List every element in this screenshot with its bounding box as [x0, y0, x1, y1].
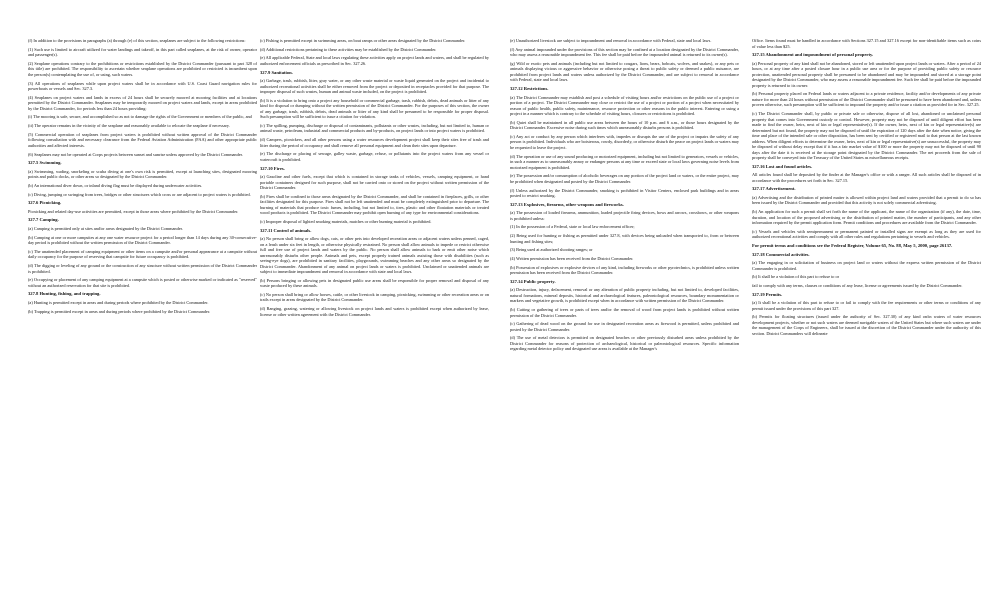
paragraph: (b) Quiet shall be maintained in all public use areas between the hours of 10 p.m. and 6 a.m., or those hours designated by the District Commander. Excessive noise during such times which unreasonably disturbs persons is prohibited. [510, 119, 739, 131]
section-heading: 327.13 Explosives, firearms, other weapons and fireworks. [510, 201, 624, 207]
paragraph: (5) Commercial operation of seaplanes from project waters is prohibited without written approval of the District Commander following consultation with and necessary clearance from the Federal Aviation Administration (FAA) and other appropriate public authorities and affected interests. [28, 131, 257, 148]
paragraph: (6) Seaplanes may not be operated at Corps projects between sunset and sunrise unless approved by the District Commander. [28, 151, 243, 157]
paragraph: (a) Garbage, trash, rubbish, litter, gray water, or any other waste material or waste liquid generated on the project and incidental to authorized recreational activities shall be either removed from the project or deposited in receptacles provided for that purpose. The improper disposal of such wastes, human and animal waste included, on the project is prohibited. [260, 78, 489, 95]
paragraph: (b) Trapping is permitted except in areas and during periods where prohibited by the District Commander. [28, 308, 211, 314]
paragraph: (a) The District Commander may establish and post a schedule of visiting hours and/or restrictions on the public use of a project or portion of a project. The District Commander may close or restrict the use of a project or portion of a project when necessitated by reason of public health, public safety, maintenance, resource protection or other reasons in the public interest. Entering or using a project in a manner which is contrary to the schedule of visiting hours, closures or restrictions is prohibited. [510, 94, 739, 117]
paragraph: (f) In addition to the provisions in paragraphs (a) through (e) of this section, seaplanes are subject to the following restrictions: [28, 38, 246, 43]
paragraph: (c) Vessels and vehicles with semipermanent or permanent painted or installed signs are exempt as long as they are used for authorized recreational activities and comply with all other rules and regulations pertaining to vessels and vehicles. [752, 228, 981, 240]
paragraph: (d) Campers, picnickers, and all other persons using a water resources development project shall keep their sites free of trash and litter during the period of occupancy and shall remove all personal equipment and clean their sites upon departure. [260, 137, 489, 148]
section-heading: For permit terms and conditions see the Federal Register, Volume 65, No. 88, May 5, 2000, page 26137. [752, 243, 953, 248]
paragraph: (2) Seaplane operations contrary to the prohibitions or restrictions established by the District Commander (pursuant to part 328 of this title) are prohibited. The responsibility to ascertain whether seaplane operations are prohibited or restricted is incumbent upon the person(s) contemplating the use of, or using, such waters. [28, 60, 257, 77]
column-2 [260, 38, 489, 612]
paragraph: (f) Any animal impounded under the provisions of this section may be confined at a location designated by the District Commander, who may assess a reasonable impoundment fee. This fee shall be paid before the impounded animal is returned to its owner(s). [510, 46, 739, 58]
section-heading: 327.15 Abandonment and impoundment of personal property. [752, 52, 874, 58]
section-heading: 327.10 Fires. [260, 165, 285, 171]
paragraph: (2) Being used for hunting or fishing as permitted under 327.8, with devices being unloaded when transported to, from or between hunting and fishing sites; [510, 233, 739, 244]
column-1 [28, 38, 257, 612]
paragraph: (i) The mooring is safe, secure, and accomplished so as not to damage the rights of the Government or members of the public, and [28, 114, 252, 120]
column-3 [510, 38, 739, 612]
paragraph: (b) Personal property placed on Federal lands or waters adjacent to a private residence, facility and/or developments of any private nature for more than 24 hours without permission of the District Commander shall be presumed to have been abandoned and, unless proven otherwise, such presumption will be sufficient to impound the property and/or issue a citation as provided for in Sec. 327.25. [752, 91, 981, 108]
paragraph: (b) Persons bringing or allowing pets in designated public use areas shall be responsible for proper removal and disposal of any waste produced by these animals. [260, 277, 489, 289]
paragraph: (a) It shall be a violation of this part to refuse to or fail to comply with the fee requirements or other terms or conditions of any permit issued under the provisions of this part 327. [752, 300, 981, 311]
paragraph: (c) No person shall bring or allow horses, cattle, or other livestock in camping, picnicking, swimming or other recreation areas or on trails except in areas designated by the District Commander. [260, 291, 489, 303]
paragraph: (e) The possession and/or consumption of alcoholic beverages on any portion of the project land or waters, or the entire project, may be prohibited when designated and posted by the District Commander. [510, 173, 739, 184]
paragraph: (c) Diving, jumping or swinging from trees, bridges or other structures which cross or are adjacent to project waters is prohibited. [28, 191, 251, 197]
paragraph: (e) The discharge or placing of sewage, galley waste, garbage, refuse, or pollutants into the project waters from any vessel or watercraft is prohibited. [260, 151, 489, 162]
paragraph: (b) An international diver down, or inland diving flag must be displayed during underwater activities. [28, 182, 203, 188]
section-heading: 327.5 Swimming. [28, 160, 62, 166]
paragraph: (a) Personal property of any kind shall not be abandoned, stored or left unattended upon project lands or waters. After a period of 24 hours, or at any time after a posted closure hour in a public use area or for the purpose of providing public safety or resource protection, unattended personal property shall be presumed to be abandoned and may be impounded and stored at a storage point designated by the District Commander, who may assess a reasonable impoundment fee. Such fee shall be paid before the impounded property is returned to its owner. [752, 60, 981, 88]
paragraph: Picnicking and related day-use activities are permitted, except in those areas where prohibited by the District Commander. [28, 208, 239, 214]
paragraph: (a) Advertising and the distribution of printed matter is allowed within project land and waters provided that a permit to do so has been issued by the District Commander and provided that this activity is not solely commercial advertising. [752, 194, 981, 206]
paragraph: (d) Additional restrictions pertaining to these activities may be established by the District Commander. [260, 46, 437, 52]
paragraph: (c) Gathering of dead wood on the ground for use in designated recreation areas as firewood is permitted, unless prohibited and posted by the District Commander. [510, 321, 739, 332]
paragraph: (c) Any act or conduct by any person which interferes with, impedes or disrupts the use of the project or impairs the safety of any person is prohibited. Individuals who are boisterous, rowdy, disorderly, or otherwise disturb the peace on project lands or waters may be requested to leave the project. [510, 133, 739, 150]
paragraph: (c) The spilling, pumping, discharge or disposal of contaminants, pollutants or other wastes, including, but not limited to, human or animal waste, petroleum, industrial and commercial products and by-products, on project lands or into project waters is prohibited. [260, 122, 489, 134]
paragraph: (e) All applicable Federal, State and local laws regulating these activities apply on project lands and waters, and shall be regulated by authorized enforcement officials as prescribed in Sec. 327.26. [260, 55, 489, 66]
paragraph: (c) The unattended placement of camping equipment or other items on a campsite and/or personal appearance at a campsite without daily occupancy for the purpose of reserving that campsite for future occupancy is prohibited. [28, 248, 257, 260]
paragraph: (e) Occupying or placement of any camping equipment at a campsite which is posted or otherwise marked or indicated as "reserved" without an authorized reservation for that site is prohibited. [28, 277, 257, 288]
paragraph: All articles found shall be deposited by the finder at the Manager's office or with a ranger. All such articles shall be disposed of in accordance with the procedures set forth in Sec. 327.15. [752, 172, 981, 183]
paragraph: (a) Destruction, injury, defacement, removal or any alteration of public property including, but not limited to, developed facilities, natural formations, mineral deposits, historical and archaeological features, paleontological resources, boundary monumentation or markers and vegetative growth, is prohibited except when in accordance with written permission of the District Commander. [510, 287, 739, 304]
section-heading: 327.12 Restrictions. [510, 86, 549, 92]
paragraph: (b) Fires shall be confined to those areas designated by the District Commander, and shall be contained in fireplaces, grills, or other facilities designated for this purpose. Fires shall not be left unattended and must be completely extinguished prior to departure. The burning of materials that produce toxic fumes, including, but not limited to, tires, plastic and other floatation materials or treated wood products is prohibited. The District Commander may prohibit open burning of any type for environmental considerations. [260, 193, 489, 216]
paragraph: (b) It is a violation to bring onto a project any household or commercial garbage, trash, rubbish, debris, dead animals or litter of any kind for disposal or dumping without the written permission of the District Commander. For the purposes of this section, the owner of any garbage, trash, rubbish, debris, dead animals or litter of any kind shall be presumed to be responsible for proper disposal. Such presumption will be sufficient to issue a citation for violation. [260, 97, 489, 120]
section-heading: 327.11 Control of animals. [260, 227, 312, 233]
section-heading: 327.14 Public property. [510, 278, 556, 284]
paragraph: (g) Wild or exotic pets and animals (including but not limited to cougars, lions, bears, bobcats, wolves, and snakes), or any pets or animals displaying vicious or aggressive behavior or otherwise posing a threat to public safety or deemed a public nuisance, are prohibited from project lands and waters unless authorized by the District Commander, and are subject to removal in accordance with Federal, state and local laws. [510, 60, 739, 83]
section-heading: 327.7 Camping. [28, 217, 59, 223]
paragraph: (d) The use of metal detectors is permitted on designated beaches or other previously disturbed areas unless prohibited by the District Commander for reasons of protection of archaeological, historical or paleontological resources. Specific information regarding metal detector policy and designated use areas is available at the Manager's [510, 335, 739, 352]
paragraph: (d) The digging or leveling of any ground or the construction of any structure without written permission of the District Commander is prohibited. [28, 263, 257, 274]
section-heading: 327.16 Lost and found articles. [752, 163, 813, 169]
paragraph: (b) It shall be a violation of this part to refuse to or [752, 274, 840, 280]
section-heading: 327.18 Commercial activities. [752, 251, 810, 257]
paragraph: (d) The operation or use of any sound producing or motorized equipment, including but not limited to generators, vessels or vehicles, in such a manner as to unreasonably annoy or endanger persons at any time or exceed state or local laws governing noise levels from motorized equipment is prohibited. [510, 153, 739, 170]
section-heading: 327.8 Hunting, fishing, and trapping. [28, 291, 101, 297]
paragraph: (b) An application for such a permit shall set forth the name of the applicant, the name of the organization (if any), the date, time, duration, and location of the proposed advertising or the distribution of printed matter, the number of participants, and any other information required by the permit application form. Permit conditions and procedures are available from the District Commander. [752, 209, 981, 226]
paragraph: (3) All operations of seaplanes while upon project waters shall be in accordance with U.S. Coast Guard navigation rules for powerboats or vessels and Sec. 327.3. [28, 80, 257, 92]
paragraph: (c) The District Commander shall, by public or private sale or otherwise, dispose of all lost, abandoned or unclaimed personal property that comes into Government custody or control. However, property may not be disposed of until diligent effort has been made to find the owner, heirs, next of kin or legal representative(s). If the owner, heirs, next of kin or legal representative(s) are determined but not found, the property may not be disposed of until the expiration of 120 days after the date when notice, giving the time and place of the intended sale or other disposition, has been sent by certified or registered mail to that person at the last known address. When diligent efforts to determine the owner, heirs, next of kin or legal representative(s) are unsuccessful, the property may be disposed of without delay except that if it has a fair market value of $100 or more the property may not be disposed of until 90 days after the date it is received at the storage point designated by the District Commander. The net proceeds from the sale of property shall be conveyed into the Treasury of the United States as miscellaneous receipts. [752, 111, 981, 161]
column-4 [752, 38, 981, 612]
paragraph: fail to comply with any terms, clauses or conditions of any lease, license or agreements issued by the District Commander. [752, 282, 963, 288]
paragraph: (4) Seaplanes on project waters and lands in excess of 24 hours shall be securely moored at mooring facilities and at locations permitted by the District Commander. Seaplanes may be temporarily moored on project waters and lands, except in areas prohibited by the District Commander, for periods less than 24 hours providing: [28, 94, 257, 111]
paragraph: (b) Permits for floating structures (issued under the authority of Sec. 327.30) of any kind on/in waters of water resources development projects, whether or not such waters are deemed navigable waters of the United States but where such waters are under the management of the Corps of Engineers, shall be issued at the discretion of the District Commander under the authority of this section. District Commanders will delineate [752, 314, 981, 336]
paragraph: (4) Written permission has been received from the District Commander. [510, 255, 634, 261]
paragraph: (ii) The operator remains in the vicinity of the seaplane and reasonably available to relocate the seaplane if necessary. [28, 123, 230, 129]
paragraph: (a) No person shall bring or allow dogs, cats, or other pets into developed recreation areas or adjacent waters unless penned, caged, on a leash under six feet in length, or otherwise physically restrained. No person shall allow animals to impede or restrict otherwise full and free use of project lands and waters by the public. No person shall allow animals to bark or emit other noise which unreasonably disturbs other people. Animals and pets, except properly trained animals assisting those with disabilities (such as seeing-eye dogs), are prohibited in sanitary facilities, playgrounds, swimming beaches and any other areas so designated by the District Commander. Abandonment of any animal on project lands or waters is prohibited. Unclaimed or unattended animals are subject to immediate impoundment and removal in accordance with state and local laws. [260, 236, 489, 275]
paragraph: (3) Being used at authorized shooting ranges; or [510, 247, 593, 253]
section-heading: 327.6 Picnicking. [28, 200, 62, 206]
paragraph: (c) Fishing is permitted except in swimming areas, on boat ramps or other areas designated by the District Commander. [260, 38, 466, 43]
paragraph: (1) Such use is limited to aircraft utilized for water landings and takeoff, in this part called seaplanes, at the risk of owner, operator and passenger(s). [28, 46, 257, 58]
section-heading: 327.9 Sanitation. [260, 69, 293, 75]
paragraph: (d) Ranging, grazing, watering or allowing livestock on project lands and waters is prohibited except when authorized by lease, license or other written agreement with the District Commander. [260, 306, 489, 317]
paragraph: (b) Camping at one or more campsites at any one water resource project for a period longer than 14 days during any 30-consecutive-day period is prohibited without the written permission of the District Commander. [28, 234, 257, 246]
paragraph: (a) Camping is permitted only at sites and/or areas designated by the District Commander. [28, 225, 183, 231]
paragraph: (a) Hunting is permitted except in areas and during periods where prohibited by the District Commander. [28, 299, 209, 305]
paragraph: (a) The engaging in or solicitation of business on project land or waters without the express written permission of the District Commander is prohibited. [752, 260, 981, 271]
paragraph: Office. Items found must be handled in accordance with Sections 327.15 and 327.16 except for non-identifiable items such as coins of value less than $25. [752, 38, 981, 49]
paragraph: (e) Unauthorized livestock are subject to impoundment and removal in accordance with Federal, state and local laws. [510, 38, 712, 43]
paragraph: (a) Gasoline and other fuels, except that which is contained in storage tanks of vehicles, vessels, camping equipment, or hand portable containers designed for such purpose, shall not be carried onto or stored on the project without written permission of the District Commander. [260, 174, 489, 190]
paragraph: (f) Unless authorized by the District Commander, smoking is prohibited in Visitor Centers, enclosed park buildings and in areas posted to restrict smoking. [510, 187, 739, 198]
paragraph: (a) Swimming, wading, snorkeling or scuba diving at one's own risk is permitted, except at launching sites, designated mooring points and public docks, or other areas so designated by the District Commander. [28, 168, 257, 180]
paragraph: (b) Cutting or gathering of trees or parts of trees and/or the removal of wood from project lands is prohibited without written permission of the District Commander. [510, 307, 739, 318]
paragraph: (1) In the possession of a Federal, state or local law enforcement officer; [510, 224, 635, 230]
paragraph: (c) Improper disposal of lighted smoking materials, matches or other burning material is prohibited. [260, 218, 432, 224]
paragraph: (a) The possession of loaded firearms, ammunition, loaded projectile firing devices, bows and arrows, crossbows, or other weapons is prohibited unless: [510, 210, 739, 221]
paragraph: (b) Possession of explosives or explosive devices of any kind, including fireworks or other pyrotechnics, is prohibited unless written permission has been received from the District Commander. [510, 264, 739, 276]
section-heading: 327.17 Advertisement. [752, 186, 796, 192]
section-heading: 327.19 Permits. [752, 291, 783, 297]
